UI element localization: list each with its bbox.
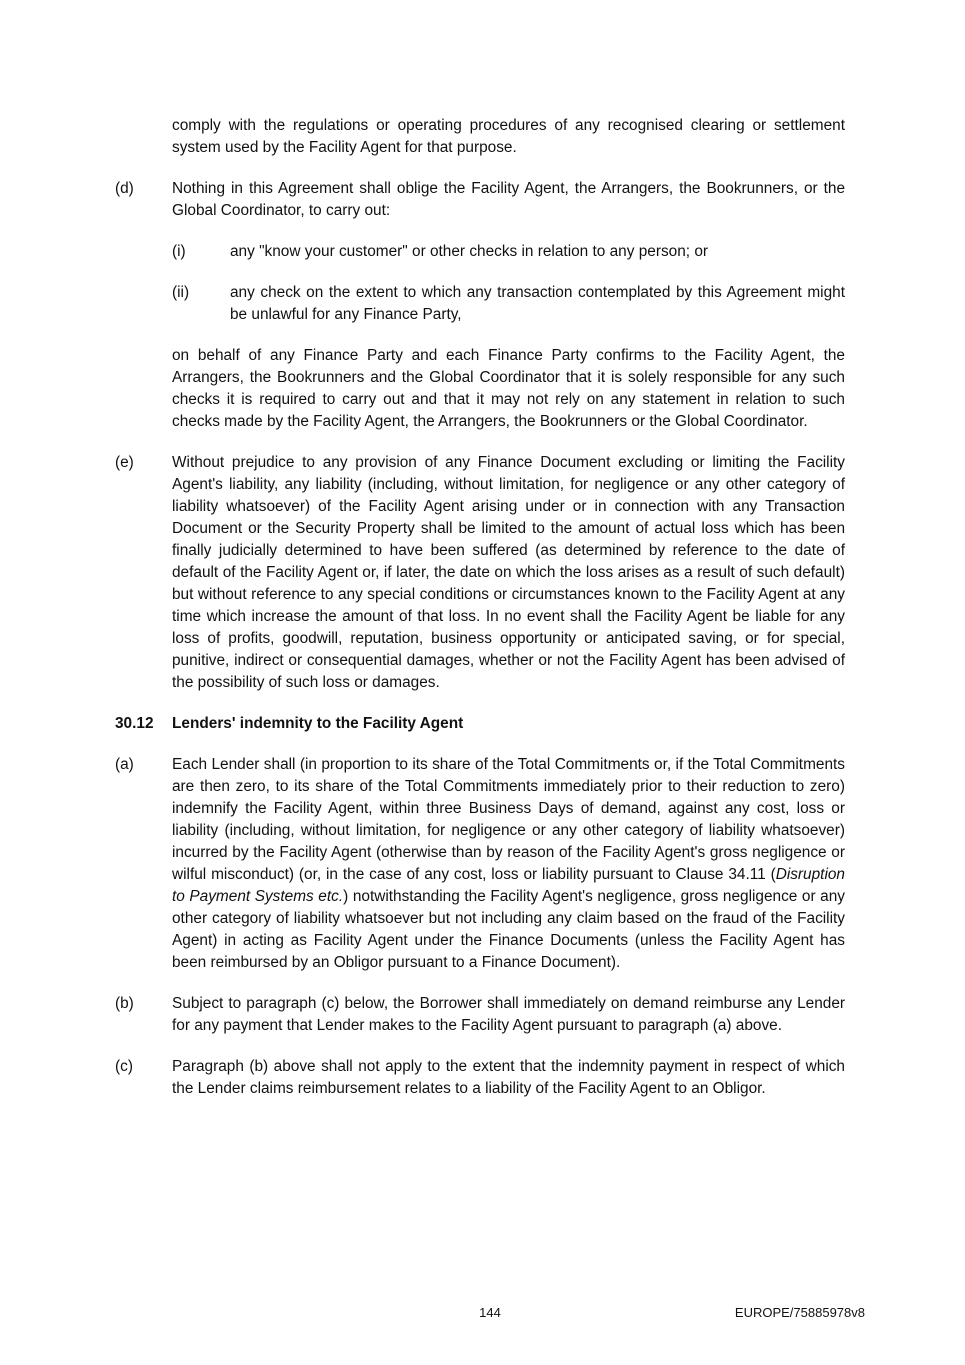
paragraph-e-text: Without prejudice to any provision of any Finance Document excluding or limiting the Facility Agent's liability, any liability (including, without limitation, for negligence or any other category of liability whatsoever) of the Facility Agent arising under or in connection with any Transaction Document or the Security Property shall be limited to the amount of actual loss which has been finally judicially determined to have been suffered (as determined by reference to the date of default of the Facility Agent or, if later, the date on which the loss arises as a result of such default) but without reference to any special conditions or circumstances known to the Facility Agent at any time which increase the amount of that loss. In no event shall the Facility Agent be liable for any loss of profits, goodwill, reputation, business opportunity or anticipated saving, or for special, punitive, indirect or consequential damages, whether or not the Facility Agent has been advised of the possibility of such loss or damages.: [172, 454, 845, 691]
subparagraph-i-text: any "know your customer" or other checks in relation to any person; or: [230, 243, 709, 260]
paragraph-c: [115, 1056, 845, 1100]
paragraph-b-label: (b): [115, 995, 134, 1012]
subparagraph-i: [115, 241, 845, 263]
paragraph-c-text: Paragraph (b) above shall not apply to the extent that the indemnity payment in respect of which the Lender claims reimbursement relates to a liability of the Facility Agent to an Obligor.: [172, 1058, 845, 1097]
continuation-text-top: comply with the regulations or operating procedures of any recognised clearing or settlement system used by the Facility Agent for that purpose.: [172, 117, 845, 156]
subparagraph-ii-text: any check on the extent to which any transaction contemplated by this Agreement might be unlawful for any Finance Party,: [230, 284, 845, 323]
paragraph-a-clause-title: Disruption to Payment Systems etc.: [172, 866, 845, 905]
paragraph-b: [115, 993, 845, 1037]
subparagraph-ii-label: (ii): [172, 284, 190, 301]
section-number: 30.12: [115, 715, 154, 732]
paragraph-e-label: (e): [115, 454, 134, 471]
paragraph-a-text: [172, 754, 845, 974]
paragraph-a-label: (a): [115, 756, 134, 773]
paragraph-a: [115, 754, 845, 974]
paragraph-d-continuation: on behalf of any Finance Party and each Finance Party confirms to the Facility Agent, the Arrangers, the Bookrunners and the Global Coordinator that it is solely responsible for any such checks it is required to carry out and that it may not rely on any statement in relation to such checks made by the Facility Agent, the Arrangers, the Bookrunners or the Global Coordinator.: [172, 347, 845, 430]
page-content: [115, 115, 845, 1100]
subparagraph-ii: [115, 282, 845, 326]
paragraph-c-label: (c): [115, 1058, 133, 1075]
section-title: Lenders' indemnity to the Facility Agent: [172, 715, 464, 732]
paragraph-a-text-before: Each Lender shall (in proportion to its share of the Total Commitments or, if the Total Commitments are then zero, to its share of the Total Commitments immediately prior to their reduction to zero) indemnify the Facility Agent, within three Business Days of demand, against any cost, loss or liability (including, without limitation, for negligence or any other category of liability whatsoever) incurred by the Facility Agent (otherwise than by reason of the Facility Agent's gross negligence or wilful misconduct) (or, in the case of any cost, loss or liability pursuant to Clause 34.11 (: [172, 756, 845, 883]
paragraph-b-text: Subject to paragraph (c) below, the Borrower shall immediately on demand reimburse any Lender for any payment that Lender makes to the Facility Agent pursuant to paragraph (a) above.: [172, 995, 845, 1034]
document-reference: EUROPE/75885978v8: [734, 1305, 865, 1320]
subparagraph-i-label: (i): [172, 243, 186, 260]
paragraph-d-text: Nothing in this Agreement shall oblige the Facility Agent, the Arrangers, the Bookrunners, or the Global Coordinator, to carry out:: [172, 180, 845, 219]
paragraph-e: [115, 452, 845, 694]
section-heading: [115, 713, 845, 735]
page-number: 144: [479, 1305, 501, 1320]
paragraph-d: [115, 178, 845, 222]
paragraph-d-label: (d): [115, 180, 134, 197]
paragraph-a-text-after: ) notwithstanding the Facility Agent's negligence, gross negligence or any other category of liability whatsoever but not including any claim based on the fraud of the Facility Agent) in acting as Facility Agent under the Finance Documents (unless the Facility Agent has been reimbursed by an Obligor pursuant to a Finance Document).: [172, 888, 845, 971]
